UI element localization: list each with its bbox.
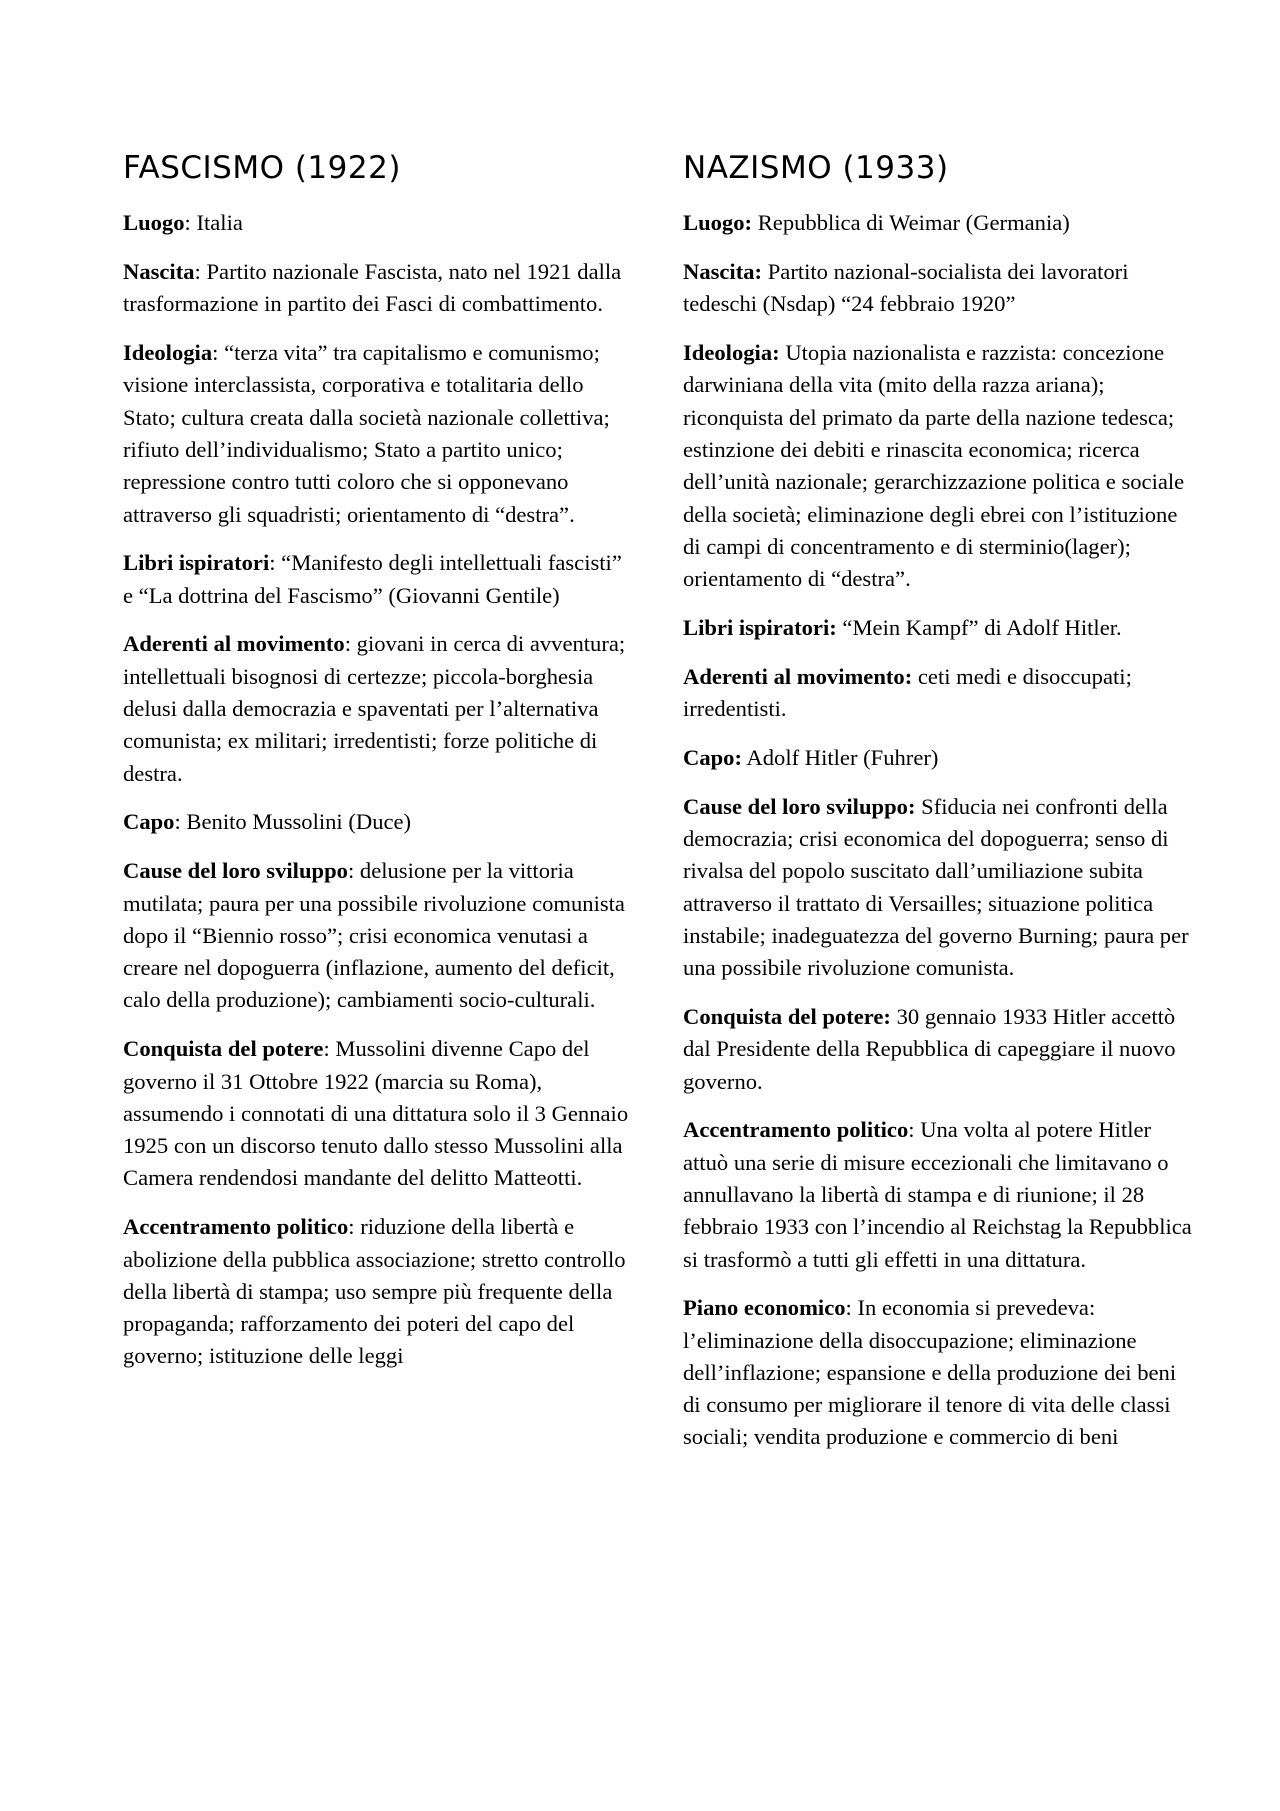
entry-label: Nascita	[123, 258, 195, 284]
entry-text: Benito Mussolini (Duce)	[186, 809, 412, 835]
entry-text: Partito nazional-socialista dei lavoratori tedeschi (Nsdap) “24 febbraio 1920”	[683, 258, 1129, 317]
left-entry-luogo	[123, 207, 633, 239]
entry-label: Libri ispiratori	[123, 550, 270, 576]
entry-separator: :	[323, 1036, 336, 1062]
right-entry-ideologia	[683, 337, 1193, 595]
right-entry-conquista-del-potere	[683, 1001, 1193, 1098]
entry-separator: :	[212, 340, 225, 366]
left-entry-nascita	[123, 256, 633, 321]
fascismo-column	[123, 150, 633, 1389]
entry-text: giovani in cerca di avventura; intellettuali bisognosi di certezze; piccola-borghesia delusi dalla democrazia e spaventati per l’alternativa comunista; ex militari; irredentisti; forze politiche di destra.	[123, 631, 626, 786]
right-entry-aderenti-al-movimento	[683, 661, 1193, 726]
entry-separator: :	[344, 631, 357, 657]
entry-label: Luogo	[123, 210, 185, 236]
right-entry-libri-ispiratori	[683, 612, 1193, 644]
fascismo-entries	[123, 207, 633, 1373]
entry-label: Luogo:	[683, 210, 753, 236]
entry-text: “Manifesto degli intellettuali fascisti” e “La dottrina del Fascismo” (Giovanni Gentile)	[123, 550, 622, 608]
nazismo-entries	[683, 207, 1193, 1454]
entry-text: Una volta al potere Hitler attuò una serie di misure eccezionali che limitavano o annullavano la libertà di stampa e di riunione; il 28 febbraio 1933 con l’incendio al Reichstag la Repubblica si trasformò a tutti gli effetti in una dittatura.	[683, 1117, 1192, 1272]
entry-text: “Mein Kampf” di Adolf Hitler.	[842, 614, 1122, 640]
entry-label: Conquista del potere:	[683, 1003, 891, 1029]
entry-label: Conquista del potere	[123, 1036, 324, 1062]
entry-text: Italia	[196, 210, 243, 236]
left-entry-conquista-del-potere	[123, 1033, 633, 1194]
left-entry-cause-del-loro-sviluppo	[123, 855, 633, 1016]
entry-separator: :	[908, 1117, 921, 1143]
entry-text: Mussolini divenne Capo del governo il 31 Ottobre 1922 (marcia su Roma), assumendo i connotati di una dittatura solo il 3 Gennaio 1925 con un discorso tenuto dallo stesso Mussolini alla Camera rendendosi mandante del delitto Matteotti.	[123, 1036, 629, 1191]
left-entry-capo	[123, 806, 633, 838]
fascismo-title: FASCISMO (1922)	[123, 150, 401, 186]
entry-separator: :	[174, 809, 187, 835]
entry-label: Capo:	[683, 744, 742, 770]
right-entry-cause-del-loro-sviluppo	[683, 791, 1193, 985]
left-entry-accentramento-politico	[123, 1211, 633, 1372]
entry-separator: :	[845, 1295, 858, 1321]
entry-separator: :	[347, 858, 360, 884]
entry-separator: :	[269, 550, 282, 576]
left-entry-libri-ispiratori	[123, 547, 633, 612]
entry-label: Accentramento politico	[683, 1117, 909, 1143]
entry-label: Piano economico	[683, 1295, 846, 1321]
entry-label: Aderenti al movimento	[123, 631, 345, 657]
entry-label: Aderenti al movimento:	[683, 663, 913, 689]
entry-text: “terza vita” tra capitalismo e comunismo; visione interclassista, corporativa e totalitaria dello Stato; cultura creata dalla società nazionale collettiva; rifiuto dell’individualismo; Stato a partito unico; repressione contro tutti coloro che si opponevano attraverso gli squadristi; orientamento di “destra”.	[123, 340, 610, 527]
entry-label: Cause del loro sviluppo:	[683, 793, 916, 819]
entry-text: Utopia nazionalista e razzista: concezione darwiniana della vita (mito della razza ariana); riconquista del primato da parte della nazione tedesca; estinzione dei debiti e rinascita economica; ricerca dell’unità nazionale; gerarchizzazione politica e sociale della società; eliminazione degli ebrei con l’istituzione di campi di concentramento e di sterminio(lager); orientamento di “destra”.	[683, 340, 1185, 592]
left-entry-ideologia	[123, 337, 633, 531]
entry-label: Ideologia	[123, 340, 213, 366]
right-entry-piano-economico	[683, 1292, 1193, 1453]
right-entry-nascita	[683, 256, 1193, 321]
entry-text: ceti medi e disoccupati; irredentisti.	[683, 663, 1132, 722]
entry-text: 30 gennaio 1933 Hitler accettò dal Presidente della Repubblica di capeggiare il nuovo governo.	[683, 1003, 1176, 1094]
entry-label: Cause del loro sviluppo	[123, 858, 348, 884]
entry-label: Nascita:	[683, 258, 763, 284]
entry-label: Libri ispiratori:	[683, 614, 837, 640]
nazismo-column	[683, 150, 1193, 1470]
left-entry-aderenti-al-movimento	[123, 628, 633, 789]
entry-label: Ideologia:	[683, 340, 780, 366]
nazismo-title: NAZISMO (1933)	[683, 150, 949, 186]
entry-text: In economia si prevedeva: l’eliminazione della disoccupazione; eliminazione dell’inflazione; espansione e della produzione dei beni di consumo per migliorare il tenore di vita delle classi sociali; vendita produzione e commercio di beni	[683, 1295, 1177, 1450]
right-entry-accentramento-politico	[683, 1114, 1193, 1275]
entry-text: Sfiducia nei confronti della democrazia; crisi economica del dopoguerra; senso di rivalsa del popolo suscitato dall’umiliazione subita attraverso il trattato di Versailles; situazione politica instabile; inadeguatezza del governo Burning; paura per una possibile rivoluzione comunista.	[683, 793, 1189, 981]
entry-separator: :	[184, 210, 197, 236]
right-entry-luogo	[683, 207, 1193, 239]
right-entry-capo	[683, 742, 1193, 774]
entry-separator: :	[194, 258, 207, 284]
entry-text: Partito nazionale Fascista, nato nel 1921 dalla trasformazione in partito dei Fasci di combattimento.	[123, 258, 622, 317]
entry-text: riduzione della libertà e abolizione della pubblica associazione; stretto controllo della libertà di stampa; uso sempre più frequente della propaganda; rafforzamento dei poteri del capo del governo; istituzione delle leggi	[123, 1214, 626, 1369]
entry-separator: :	[348, 1214, 361, 1240]
entry-text: delusione per la vittoria mutilata; paura per una possibile rivoluzione comunista dopo il “Biennio rosso”; crisi economica venutasi a creare nel dopoguerra (inflazione, aumento del deficit, calo della produzione); cambiamenti socio-culturali.	[123, 858, 625, 1013]
entry-label: Capo	[123, 809, 175, 835]
entry-label: Accentramento politico	[123, 1214, 349, 1240]
entry-text: Repubblica di Weimar (Germania)	[757, 210, 1070, 236]
entry-text: Adolf Hitler (Fuhrer)	[746, 744, 939, 770]
